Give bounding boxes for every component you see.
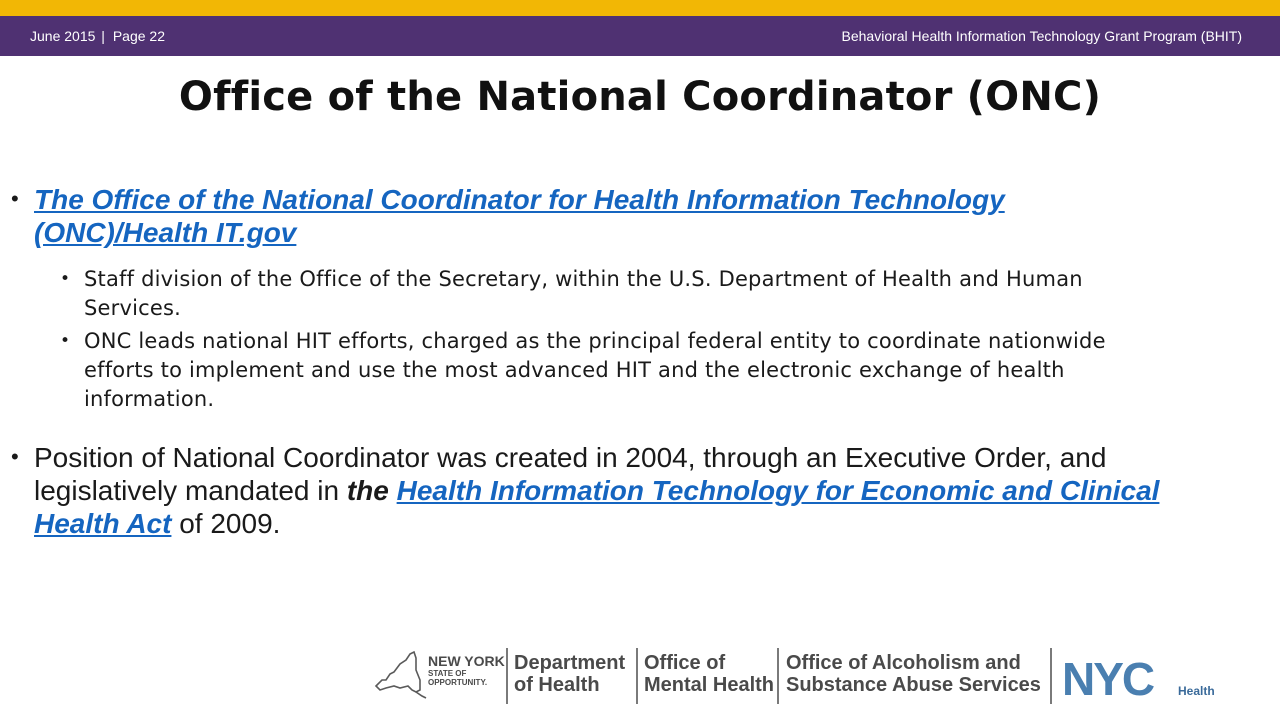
oasas-line1: Office of Alcoholism and: [786, 652, 1021, 674]
header-program: Behavioral Health Information Technology Grant Program (BHIT): [841, 28, 1242, 44]
omh-line2: Mental Health: [644, 674, 775, 696]
doh-line1: Department: [514, 652, 626, 674]
sub-bullet-staff-division: [60, 265, 1083, 323]
nyc-logo-text: NYC: [1062, 657, 1154, 699]
ny-line1: NEW YORK: [428, 653, 505, 669]
pos-line3-post: of 2009.: [171, 508, 281, 539]
hitech-link-line1: Health Information Technology for Economic and Clinical: [396, 475, 1160, 506]
sub2-line2: efforts to implement and use the most advanced HIT and the electronic exchange of health: [84, 358, 1065, 382]
nyc-logo: [1062, 657, 1172, 699]
bullet-dot: •: [60, 269, 71, 289]
sub1-line1: Staff division of the Office of the Secretary, within the U.S. Department of Health and Human: [84, 267, 1083, 291]
oasas-logo-text: [786, 652, 1041, 696]
doh-logo-text: [514, 652, 625, 696]
sub2-line3: information.: [84, 387, 215, 411]
omh-line1: Office of: [644, 652, 726, 674]
bullet-dot: •: [60, 331, 71, 351]
logo-divider: [777, 648, 779, 704]
logo-divider: [506, 648, 508, 704]
doh-line2: of Health: [514, 674, 600, 696]
slide-title: Office of the National Coordinator (ONC): [178, 74, 1102, 120]
nyc-health-text: Health: [1178, 684, 1215, 698]
logo-divider: [1050, 648, 1052, 704]
onc-link[interactable]: [34, 184, 1005, 248]
pos-line2-the: the: [346, 475, 389, 506]
logo-divider: [636, 648, 638, 704]
onc-link-line1: The Office of the National Coordinator for Health Information Technology: [34, 184, 1005, 215]
bullet-position: [11, 441, 1160, 540]
bullet-dot: •: [11, 186, 19, 211]
oasas-line2: Substance Abuse Services: [786, 674, 1041, 696]
pos-line2-pre: legislatively mandated in: [34, 475, 347, 506]
header-date: June 2015: [30, 28, 96, 44]
bullet-onc: [11, 183, 1005, 249]
bullet-dot: •: [11, 444, 19, 469]
ny-line2: STATE OF: [428, 669, 467, 678]
onc-link-line2: (ONC)/Health IT.gov: [34, 217, 297, 248]
hitech-link-line2: Health Act: [34, 508, 172, 539]
top-accent-strip: [0, 0, 1280, 16]
header-separator: |: [101, 28, 105, 44]
footer-logos: [372, 642, 1222, 712]
new-york-state-map-icon: [372, 646, 428, 702]
pos-line1: Position of National Coordinator was created in 2004, through an Executive Order, and: [34, 442, 1107, 473]
omh-logo-text: [644, 652, 774, 696]
sub-bullet-onc-leads: [60, 327, 1106, 414]
sub2-line1: ONC leads national HIT efforts, charged as the principal federal entity to coordinate nationwide: [84, 329, 1106, 353]
header-page: Page 22: [112, 28, 165, 44]
ny-state-logo-text: [428, 654, 505, 687]
ny-line3: OPPORTUNITY.: [428, 678, 488, 687]
header-bar: [0, 16, 1280, 56]
sub1-line2: Services.: [84, 296, 182, 320]
header-left: [30, 28, 165, 44]
